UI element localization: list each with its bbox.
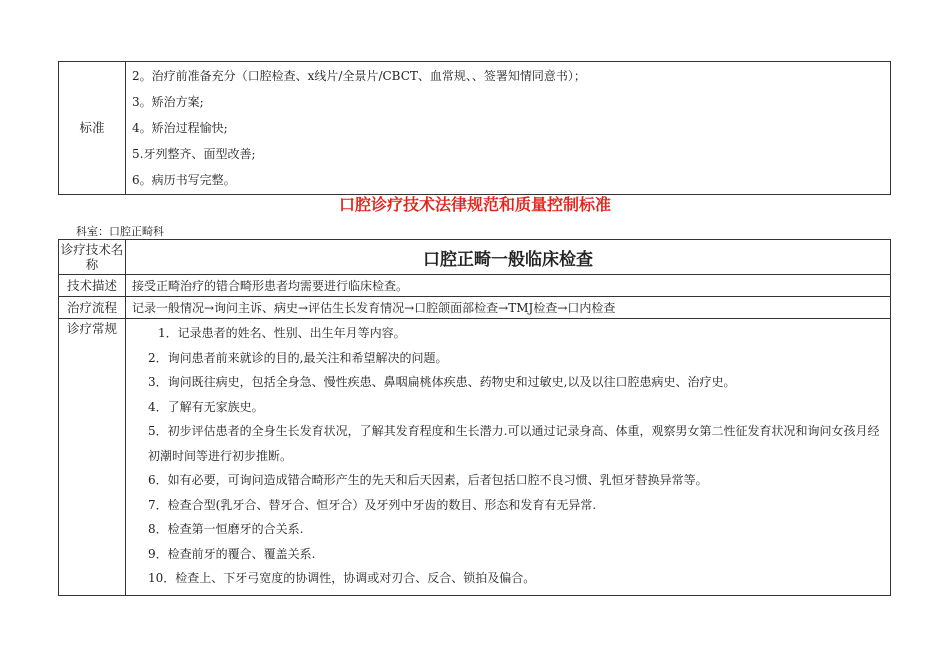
table-row [59, 240, 891, 275]
standard-table [58, 61, 891, 195]
flow-text: 记录一般情况→询问主诉、病史→评估生长发育情况→口腔颌面部检查→TMJ检查→口内检查 [126, 297, 891, 319]
list-item: 10．检查上、下牙弓宽度的协调性，协调或对刃合、反合、锁拍及偏合。 [148, 571, 536, 585]
list-item: 5．初步评估患者的全身生长发育状况，了解其发育程度和生长潜力.可以通过记录身高、体重，观察男女第二性征发育状况和询问女孩月经初潮时间等进行初步推断。 [148, 424, 880, 463]
list-item: 3．询问既往病史，包括全身急、慢性疾患、鼻咽扁桃体疾患、药物史和过敏史,以及以往口腔患病史、治疗史。 [148, 375, 736, 389]
department-label: 科室：口腔正畸科 [76, 225, 164, 238]
table-row [59, 319, 891, 596]
flow-label: 治疗流程 [59, 297, 126, 319]
list-item: 1．记录患者的姓名、性别、出生年月等内容。 [158, 326, 406, 340]
table-row [59, 297, 891, 319]
description-text: 接受正畸治疗的错合畸形患者均需要进行临床检查。 [126, 275, 891, 297]
standard-item: 6。病历书写完整。 [132, 173, 236, 187]
list-item: 8．检查第一恒磨牙的合关系. [148, 522, 304, 536]
document-title: 口腔诊疗技术法律规范和质量控制标准 [338, 195, 611, 214]
list-item: 2．询问患者前来就诊的目的,最关注和希望解决的问题。 [148, 350, 448, 365]
norms-list [126, 319, 891, 596]
norms-label: 诊疗常规 [59, 319, 126, 596]
description-label: 技术描述 [59, 275, 126, 297]
list-item: 9．检查前牙的覆合、覆盖关系. [148, 546, 316, 561]
procedure-name-label: 诊疗技术名称 [59, 240, 126, 275]
table-row [59, 275, 891, 297]
standard-items [126, 62, 891, 195]
list-item: 6．如有必要，可询问造成错合畸形产生的先天和后天因素，后者包括口腔不良习惯、乳恒牙替换异常等。 [148, 473, 708, 487]
standard-item: 3。矫治方案; [132, 95, 204, 109]
standard-item: 4。矫治过程愉快; [132, 121, 228, 135]
list-item: 4．了解有无家族史。 [148, 399, 264, 414]
procedure-name: 口腔正畸一般临床检查 [126, 240, 891, 275]
standard-label: 标准 [59, 62, 126, 195]
procedure-table [58, 239, 891, 596]
standard-item: 2。治疗前准备充分（口腔检查、x线片/全景片/CBCT、血常规、、签署知情同意书）； [132, 69, 586, 83]
list-item: 7．检查合型(乳牙合、替牙合、恒牙合）及牙列中牙齿的数目、形态和发育有无异常. [148, 497, 597, 512]
standard-item: 5.牙列整齐、面型改善; [132, 147, 256, 161]
